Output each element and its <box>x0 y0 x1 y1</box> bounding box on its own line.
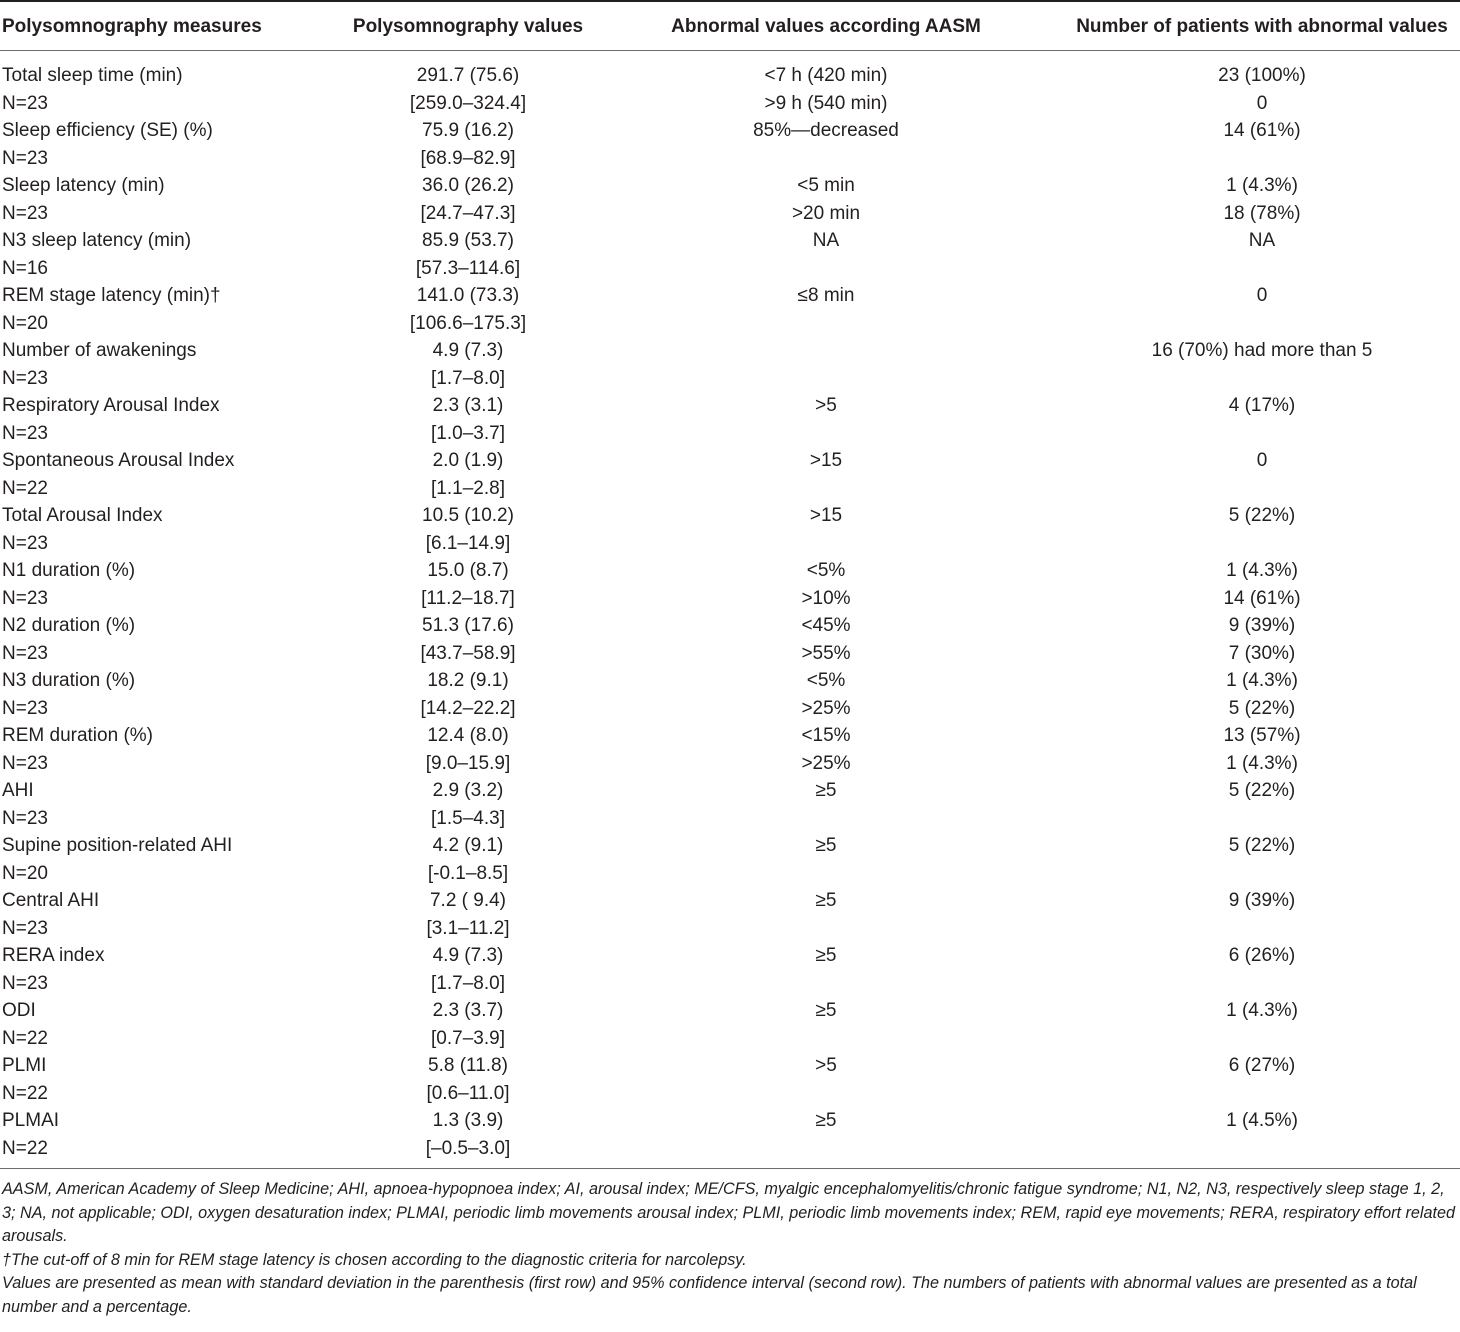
table-row <box>0 420 1460 448</box>
row-patient-count: NA <box>1248 230 1276 251</box>
row-abnormal-threshold: ≥5 <box>815 945 837 966</box>
row-label: REM stage latency (min)† <box>2 285 221 306</box>
row-abnormal-threshold: ≥5 <box>815 835 837 856</box>
table-row <box>0 557 1460 585</box>
row-label: Sleep efficiency (SE) (%) <box>2 120 213 141</box>
row-patient-count: 23 (100%) <box>1218 65 1306 86</box>
row-abnormal-threshold: <5% <box>806 560 846 581</box>
row-value: [106.6–175.3] <box>409 312 527 334</box>
row-value: 36.0 (26.2) <box>422 175 514 196</box>
column-header-measures: Polysomnography measures <box>2 16 262 37</box>
row-patient-count: 1 (4.3%) <box>1226 752 1298 774</box>
row-value: 4.9 (7.3) <box>432 340 504 361</box>
table-row <box>0 942 1460 970</box>
row-value: [0.7–3.9] <box>431 1027 505 1049</box>
row-label: N=23 <box>2 697 48 719</box>
table-row <box>0 227 1460 255</box>
row-patient-count: 9 (39%) <box>1228 890 1296 911</box>
footnote-abbreviations: AASM, American Academy of Sleep Medicine; AHI, apnoea-hypopnoea index; AI, arousal index; ME/CFS, myalgic encephalomyelitis/chronic fatigue syndrome; N1, N2, N3, respectively sleep stage 1, 2, 3; NA, not applicable; ODI, oxygen desaturation index; PLMAI, periodic limb movements arousal index; PLMI, periodic limb movements index; REM, rapid eye movements; RERA, respiratory effort related arousals. <box>2 1180 1456 1245</box>
row-label: N=23 <box>2 367 48 389</box>
row-label: Supine position-related AHI <box>2 835 233 856</box>
table-row <box>0 392 1460 420</box>
table-row <box>0 860 1460 888</box>
row-label: N2 duration (%) <box>2 615 136 636</box>
row-patient-count: 1 (4.3%) <box>1226 175 1298 196</box>
table-row <box>0 90 1460 118</box>
header-divider-rule <box>0 50 1460 51</box>
row-label: N=23 <box>2 532 48 554</box>
table-row <box>0 310 1460 338</box>
row-label: PLMAI <box>2 1110 60 1131</box>
table-row <box>0 145 1460 173</box>
table-row <box>0 62 1460 90</box>
row-abnormal-threshold: ≤8 min <box>797 285 855 306</box>
row-value: [3.1–11.2] <box>426 917 510 939</box>
row-label: Spontaneous Arousal Index <box>2 450 235 471</box>
row-patient-count: 5 (22%) <box>1228 697 1296 719</box>
table-row <box>0 1107 1460 1135</box>
row-value: [68.9–82.9] <box>420 147 516 169</box>
row-abnormal-threshold: >5 <box>815 395 837 416</box>
row-value: [1.7–8.0] <box>431 972 505 994</box>
row-label: N=22 <box>2 477 48 499</box>
row-value: 15.0 (8.7) <box>427 560 509 581</box>
row-label: PLMI <box>2 1055 47 1076</box>
row-label: ODI <box>2 1000 36 1021</box>
row-label: Respiratory Arousal Index <box>2 395 220 416</box>
table-row <box>0 832 1460 860</box>
table-row <box>0 1135 1460 1163</box>
row-value: 141.0 (73.3) <box>416 285 520 306</box>
row-label: N=23 <box>2 972 48 994</box>
row-patient-count: 14 (61%) <box>1223 120 1301 141</box>
row-patient-count: 5 (22%) <box>1228 780 1296 801</box>
row-patient-count: 18 (78%) <box>1223 202 1301 224</box>
table-footnotes <box>2 1178 1458 1319</box>
row-value: 12.4 (8.0) <box>427 725 509 746</box>
table-bottom-rule <box>0 1168 1460 1169</box>
table-row <box>0 667 1460 695</box>
row-value: 85.9 (53.7) <box>422 230 514 251</box>
row-patient-count: 14 (61%) <box>1223 587 1301 609</box>
row-patient-count: 1 (4.3%) <box>1226 560 1298 581</box>
table-row <box>0 1025 1460 1053</box>
row-value: 4.2 (9.1) <box>432 835 504 856</box>
row-value: [259.0–324.4] <box>409 92 527 114</box>
row-value: [1.0–3.7] <box>431 422 505 444</box>
row-value: 18.2 (9.1) <box>427 670 509 691</box>
column-header-abnormal-aasm: Abnormal values according AASM <box>671 16 981 37</box>
table-row <box>0 502 1460 530</box>
row-label: N=23 <box>2 642 48 664</box>
table-row <box>0 1080 1460 1108</box>
row-value: [0.6–11.0] <box>426 1082 510 1104</box>
table-top-rule <box>0 0 1460 2</box>
table-row <box>0 282 1460 310</box>
table-row <box>0 640 1460 668</box>
row-patient-count: 0 <box>1256 92 1268 114</box>
row-value: [6.1–14.9] <box>425 532 511 554</box>
row-abnormal-threshold: <7 h (420 min) <box>764 65 888 86</box>
row-patient-count: 0 <box>1256 450 1268 471</box>
row-value: [1.1–2.8] <box>431 477 505 499</box>
row-label: N=23 <box>2 202 48 224</box>
row-value: 291.7 (75.6) <box>416 65 520 86</box>
row-label: N=23 <box>2 917 48 939</box>
row-value: [14.2–22.2] <box>420 697 516 719</box>
row-abnormal-threshold: >20 min <box>791 202 861 224</box>
row-patient-count: 9 (39%) <box>1228 615 1296 636</box>
row-label: N=22 <box>2 1137 48 1159</box>
row-value: 2.3 (3.7) <box>432 1000 504 1021</box>
row-abnormal-threshold: ≥5 <box>815 1110 837 1131</box>
row-abnormal-threshold: 85%—decreased <box>753 120 899 141</box>
row-abnormal-threshold: NA <box>812 230 840 251</box>
table-row <box>0 777 1460 805</box>
row-patient-count: 0 <box>1256 285 1268 306</box>
table-row <box>0 1052 1460 1080</box>
row-value: 2.0 (1.9) <box>432 450 504 471</box>
row-value: 7.2 ( 9.4) <box>429 890 507 911</box>
row-label: Central AHI <box>2 890 100 911</box>
row-abnormal-threshold: >25% <box>801 752 851 774</box>
row-value: 2.9 (3.2) <box>432 780 504 801</box>
row-abnormal-threshold: ≥5 <box>815 780 837 801</box>
row-label: N=23 <box>2 587 48 609</box>
row-abnormal-threshold: >9 h (540 min) <box>764 92 888 114</box>
row-patient-count: 1 (4.5%) <box>1226 1110 1298 1131</box>
table-row <box>0 970 1460 998</box>
row-value: [–0.5–3.0] <box>425 1137 511 1159</box>
row-abnormal-threshold: ≥5 <box>815 1000 837 1021</box>
row-patient-count: 1 (4.3%) <box>1226 1000 1298 1021</box>
row-label: N=16 <box>2 257 48 279</box>
table-row <box>0 750 1460 778</box>
row-label: N3 sleep latency (min) <box>2 230 192 251</box>
row-label: N3 duration (%) <box>2 670 136 691</box>
row-patient-count: 6 (26%) <box>1228 945 1296 966</box>
row-value: [1.5–4.3] <box>431 807 505 829</box>
table-row <box>0 887 1460 915</box>
row-patient-count: 7 (30%) <box>1228 642 1296 664</box>
table-row <box>0 255 1460 283</box>
row-patient-count: 5 (22%) <box>1228 835 1296 856</box>
row-abnormal-threshold: ≥5 <box>815 890 837 911</box>
column-header-values: Polysomnography values <box>352 16 584 37</box>
row-value: [43.7–58.9] <box>420 642 516 664</box>
row-abnormal-threshold: <15% <box>801 725 851 746</box>
row-label: RERA index <box>2 945 105 966</box>
row-value: [1.7–8.0] <box>431 367 505 389</box>
table-row <box>0 447 1460 475</box>
row-value: 4.9 (7.3) <box>432 945 504 966</box>
table-row <box>0 612 1460 640</box>
table-row <box>0 695 1460 723</box>
row-label: N=23 <box>2 147 48 169</box>
row-patient-count: 16 (70%) had more than 5 <box>1151 340 1373 361</box>
row-value: [-0.1–8.5] <box>427 862 509 884</box>
row-abnormal-threshold: <5 min <box>797 175 855 196</box>
row-label: Number of awakenings <box>2 340 197 361</box>
row-abnormal-threshold: >5 <box>815 1055 837 1076</box>
row-abnormal-threshold: >10% <box>801 587 851 609</box>
row-abnormal-threshold: >25% <box>801 697 851 719</box>
row-value: [9.0–15.9] <box>425 752 511 774</box>
row-label: N=23 <box>2 807 48 829</box>
row-label: N=20 <box>2 312 48 334</box>
row-value: [57.3–114.6] <box>415 257 521 279</box>
row-label: AHI <box>2 780 34 801</box>
row-patient-count: 5 (22%) <box>1228 505 1296 526</box>
row-value: 10.5 (10.2) <box>422 505 514 526</box>
row-abnormal-threshold: <5% <box>806 670 846 691</box>
row-value: [24.7–47.3] <box>420 202 516 224</box>
table-row <box>0 997 1460 1025</box>
table-row <box>0 530 1460 558</box>
row-abnormal-threshold: >55% <box>801 642 851 664</box>
row-abnormal-threshold: >15 <box>809 450 843 471</box>
row-label: Total Arousal Index <box>2 505 163 526</box>
row-label: Total sleep time (min) <box>2 65 183 86</box>
row-label: N=23 <box>2 422 48 444</box>
row-label: N1 duration (%) <box>2 560 136 581</box>
row-value: 1.3 (3.9) <box>432 1110 504 1131</box>
row-value: 75.9 (16.2) <box>422 120 514 141</box>
row-label: N=23 <box>2 92 48 114</box>
row-patient-count: 6 (27%) <box>1228 1055 1296 1076</box>
row-label: REM duration (%) <box>2 725 153 746</box>
table-row <box>0 365 1460 393</box>
row-value: 51.3 (17.6) <box>422 615 514 636</box>
table-body <box>0 62 1460 1162</box>
column-header-patient-count: Number of patients with abnormal values <box>1076 16 1448 37</box>
row-patient-count: 4 (17%) <box>1228 395 1296 416</box>
row-patient-count: 13 (57%) <box>1223 725 1301 746</box>
row-abnormal-threshold: >15 <box>809 505 843 526</box>
row-label: N=22 <box>2 1082 48 1104</box>
table-row <box>0 117 1460 145</box>
row-label: Sleep latency (min) <box>2 175 165 196</box>
row-label: N=20 <box>2 862 48 884</box>
row-value: [11.2–18.7] <box>421 587 515 609</box>
table-row <box>0 475 1460 503</box>
row-patient-count: 1 (4.3%) <box>1226 670 1298 691</box>
footnote-rem-cutoff: †The cut-off of 8 min for REM stage latency is chosen according to the diagnostic criteria for narcolepsy. <box>2 1250 747 1269</box>
row-value: 2.3 (3.1) <box>432 395 504 416</box>
footnote-value-format: Values are presented as mean with standard deviation in the parenthesis (first row) and 95% confidence interval (second row). The numbers of patients with abnormal values are presented as a total number and a percentage. <box>2 1274 1417 1316</box>
table-row <box>0 585 1460 613</box>
table-row <box>0 200 1460 228</box>
row-label: N=23 <box>2 752 48 774</box>
table-row <box>0 337 1460 365</box>
table-row <box>0 722 1460 750</box>
table-row <box>0 915 1460 943</box>
row-label: N=22 <box>2 1027 48 1049</box>
row-abnormal-threshold: <45% <box>801 615 851 636</box>
row-value: 5.8 (11.8) <box>428 1055 508 1076</box>
table-row <box>0 172 1460 200</box>
table-row <box>0 805 1460 833</box>
